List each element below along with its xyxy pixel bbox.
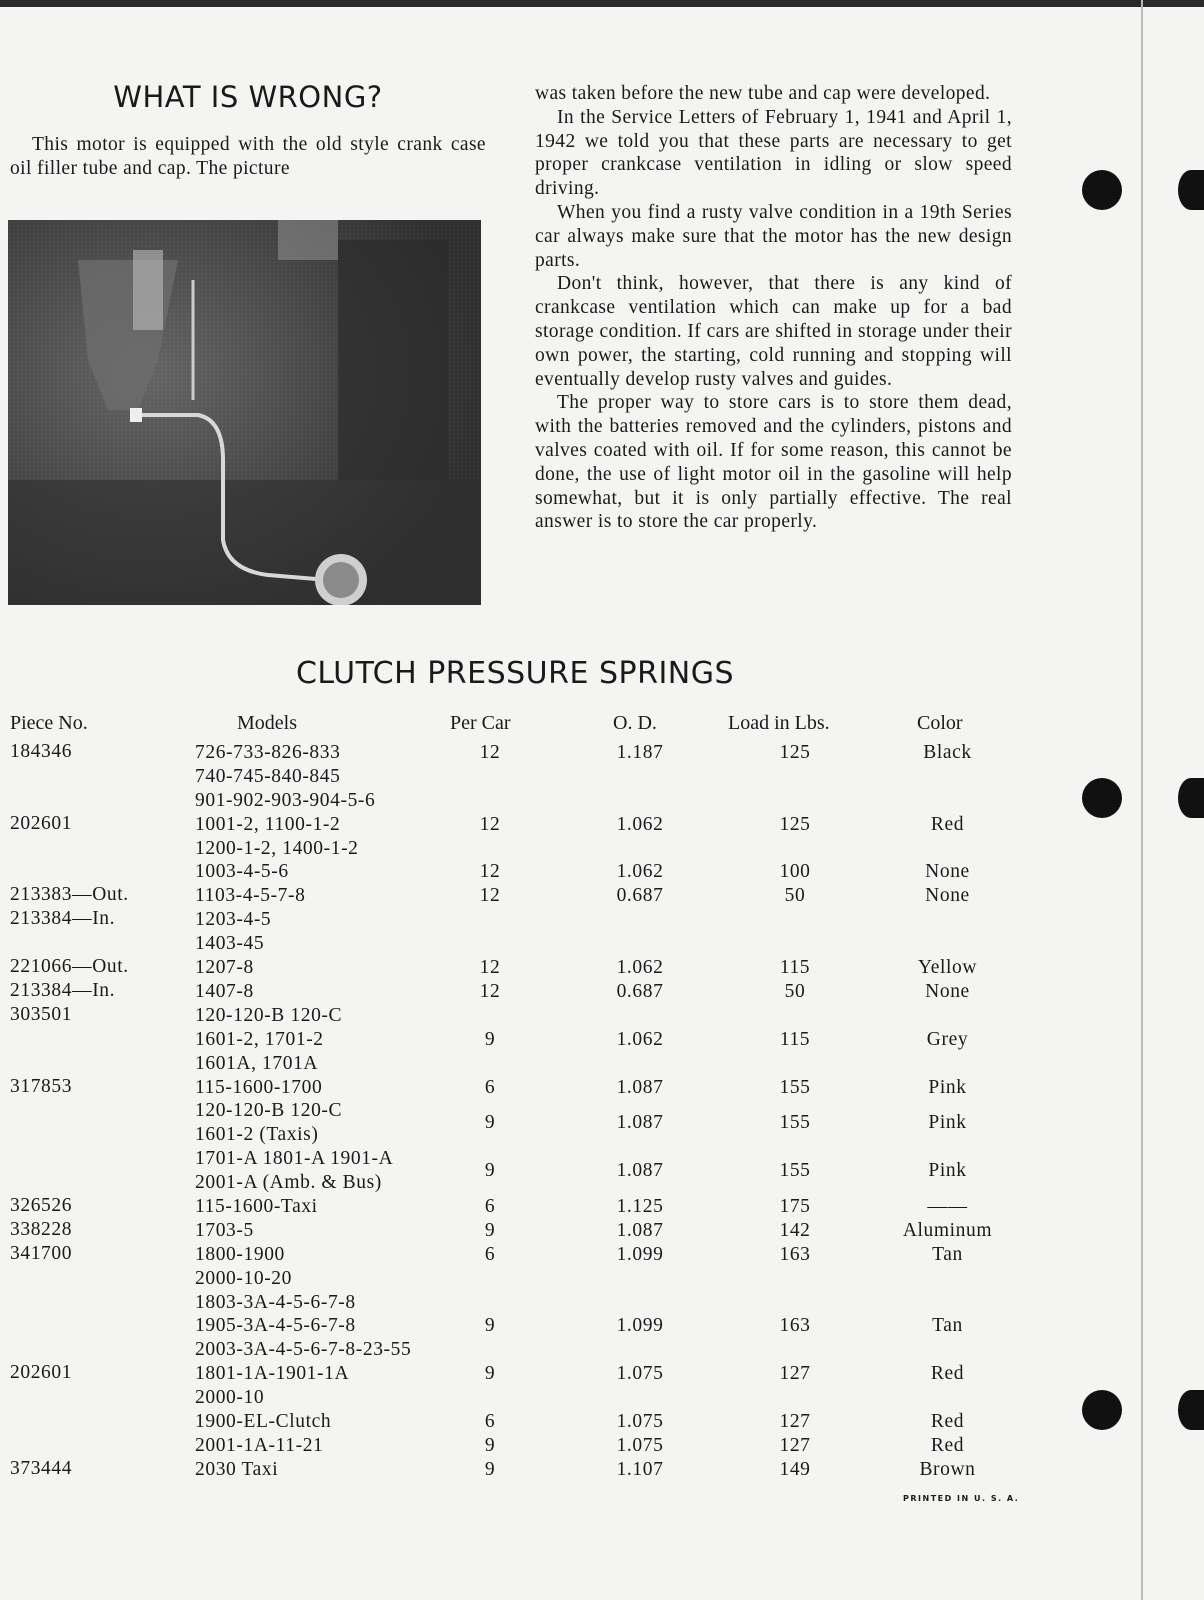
model-line: 115-1600-Taxi <box>195 1196 318 1217</box>
model-line: 1905-3A-4-5-6-7-8 <box>195 1315 356 1337</box>
model-line: 2003-3A-4-5-6-7-8-23-55 <box>195 1339 412 1361</box>
per-car: 6 <box>484 1076 496 1098</box>
outer-diameter: 1.087 <box>616 1076 664 1098</box>
spring-color: Red <box>930 1363 965 1385</box>
model-line: 2001-A (Amb. & Bus) <box>195 1172 382 1194</box>
per-car: 9 <box>484 1160 496 1182</box>
load-lbs: 127 <box>779 1363 811 1385</box>
model-line: 2001-1A-11-21 <box>195 1434 324 1456</box>
header-color: Color <box>917 712 963 734</box>
outer-diameter: 1.099 <box>616 1243 664 1265</box>
load-lbs: 115 <box>779 957 811 979</box>
printed-in-usa: PRINTED IN U. S. A. <box>903 1494 1020 1503</box>
header-per-car: Per Car <box>450 712 511 734</box>
models-cell <box>195 908 271 932</box>
per-car: 6 <box>484 1411 496 1433</box>
row-values <box>0 980 1040 1004</box>
per-car: 6 <box>484 1243 496 1265</box>
spring-color: —— <box>927 1196 968 1217</box>
table-row <box>0 1243 1040 1291</box>
piece-no: 338228 <box>10 1218 73 1240</box>
table-row <box>0 1362 1040 1410</box>
article-paragraph: The proper way to store cars is to store them dead, with the batteries removed and the cylinders, pistons and valves coated with oil. If for some reason, this cannot be done, the use of light motor oil in the gasoline will help somewhat, but it is only partially effective. The real answer is to store the car properly. <box>535 392 1012 533</box>
load-lbs: 50 <box>784 980 806 1002</box>
model-line: 1403-45 <box>195 933 265 955</box>
model-line: 726-733-826-833 <box>195 742 341 763</box>
row-values <box>0 1410 1040 1434</box>
article-title: WHAT IS WRONG? <box>113 80 383 114</box>
row-values <box>0 1028 1040 1052</box>
springs-table <box>0 741 1040 1482</box>
piece-no: 213384—In. <box>10 908 116 930</box>
page-top-edge <box>0 0 1204 7</box>
model-line: 1601-2 (Taxis) <box>195 1124 319 1146</box>
row-values <box>0 1362 1040 1386</box>
table-row <box>0 1076 1040 1100</box>
outer-diameter: 1.075 <box>616 1363 664 1385</box>
outer-diameter: 1.107 <box>616 1458 664 1480</box>
spring-color: Brown <box>919 1458 976 1480</box>
model-line: 120-120-B 120-C <box>195 1100 343 1122</box>
outer-diameter: 0.687 <box>616 980 664 1002</box>
spring-color: Pink <box>928 1076 967 1098</box>
row-values <box>0 884 1040 908</box>
per-car: 12 <box>479 861 501 883</box>
model-line: 1003-4-5-6 <box>195 861 289 883</box>
punch-hole <box>1082 1390 1122 1430</box>
row-values <box>0 1314 1040 1338</box>
header-load: Load in Lbs. <box>728 712 830 734</box>
per-car: 9 <box>484 1315 496 1337</box>
load-lbs: 155 <box>779 1160 811 1182</box>
per-car: 6 <box>484 1196 496 1217</box>
model-line: 1207-8 <box>195 957 254 979</box>
table-row <box>0 1458 1040 1482</box>
outer-diameter: 1.062 <box>616 861 664 883</box>
article-paragraph: This motor is equipped with the old style crank case oil filler tube and cap. The picture <box>10 134 486 179</box>
model-line: 1203-4-5 <box>195 909 272 931</box>
piece-no: 373444 <box>10 1457 73 1479</box>
row-values <box>0 1159 1040 1183</box>
row-values <box>0 860 1040 884</box>
outer-diameter: 1.187 <box>616 742 664 763</box>
table-row <box>0 1195 1040 1219</box>
outer-diameter: 1.125 <box>616 1196 664 1217</box>
table-row <box>0 932 1040 956</box>
load-lbs: 127 <box>779 1434 811 1456</box>
piece-no: 184346 <box>10 741 73 762</box>
model-line: 1407-8 <box>195 980 254 1002</box>
per-car: 12 <box>479 813 501 835</box>
load-lbs: 155 <box>779 1076 811 1098</box>
model-line: 2000-10-20 <box>195 1267 292 1289</box>
per-car: 12 <box>479 980 501 1002</box>
row-values <box>0 956 1040 980</box>
punch-hole <box>1178 1390 1204 1430</box>
row-values <box>0 1219 1040 1243</box>
load-lbs: 163 <box>779 1243 811 1265</box>
article-paragraph: Don't think, however, that there is any kind of crankcase ventilation which can make up for a bad storage condition. If cars are shifted in storage under their own power, the starting, cold running and stopping will eventually develop rusty valves and guides. <box>535 273 1012 390</box>
spring-color: Black <box>923 742 972 763</box>
header-models: Models <box>237 712 297 734</box>
spring-color: None <box>925 980 970 1002</box>
piece-no: 326526 <box>10 1195 73 1216</box>
model-line: 740-745-840-845 <box>195 765 341 787</box>
model-line: 901-902-903-904-5-6 <box>195 789 376 811</box>
outer-diameter: 1.062 <box>616 813 664 835</box>
per-car: 9 <box>484 1219 496 1241</box>
load-lbs: 142 <box>779 1219 811 1241</box>
models-cell <box>195 932 264 956</box>
spring-color: Grey <box>926 1028 969 1050</box>
piece-no: 303501 <box>10 1003 73 1025</box>
article-left-column <box>10 133 486 181</box>
load-lbs: 149 <box>779 1458 811 1480</box>
load-lbs: 50 <box>784 885 806 907</box>
load-lbs: 163 <box>779 1315 811 1337</box>
outer-diameter: 1.087 <box>616 1160 664 1182</box>
spring-color: Pink <box>928 1112 967 1134</box>
spring-color: None <box>925 885 970 907</box>
punch-hole <box>1178 778 1204 818</box>
outer-diameter: 1.075 <box>616 1434 664 1456</box>
header-piece-no: Piece No. <box>10 712 88 734</box>
table-row <box>0 741 1040 813</box>
table-row <box>0 956 1040 980</box>
per-car: 9 <box>484 1028 496 1050</box>
row-values <box>0 741 1040 765</box>
outer-diameter: 1.087 <box>616 1112 664 1134</box>
model-line: 1803-3A-4-5-6-7-8 <box>195 1291 356 1313</box>
table-row <box>0 860 1040 884</box>
table-row <box>0 813 1040 861</box>
per-car: 12 <box>479 957 501 979</box>
model-line: 1001-2, 1100-1-2 <box>195 813 341 835</box>
model-line: 1601A, 1701A <box>195 1052 319 1074</box>
table-row <box>0 884 1040 908</box>
row-values <box>0 1434 1040 1458</box>
spring-color: Red <box>930 813 965 835</box>
model-line: 1701-A 1801-A 1901-A <box>195 1148 394 1170</box>
spring-color: Tan <box>932 1243 963 1265</box>
table-row <box>0 1147 1040 1195</box>
model-line: 1103-4-5-7-8 <box>195 885 306 907</box>
load-lbs: 125 <box>779 742 811 763</box>
punch-hole <box>1082 170 1122 210</box>
model-line: 120-120-B 120-C <box>195 1004 343 1026</box>
row-values <box>0 1458 1040 1482</box>
per-car: 12 <box>479 885 501 907</box>
table-row <box>0 908 1040 932</box>
spring-color: Red <box>930 1411 965 1433</box>
piece-no: 202601 <box>10 812 73 834</box>
article-paragraph: was taken before the new tube and cap were developed. <box>535 83 991 104</box>
header-od: O. D. <box>613 712 657 734</box>
load-lbs: 115 <box>779 1028 811 1050</box>
engine-photo <box>8 220 481 605</box>
punch-hole <box>1178 170 1204 210</box>
per-car: 12 <box>479 742 501 763</box>
outer-diameter: 1.087 <box>616 1219 664 1241</box>
spring-color: Pink <box>928 1160 967 1182</box>
load-lbs: 175 <box>779 1196 811 1217</box>
spring-color: Aluminum <box>902 1219 993 1241</box>
piece-no: 317853 <box>10 1075 73 1097</box>
piece-no: 341700 <box>10 1242 73 1264</box>
spring-color: Red <box>930 1434 965 1456</box>
load-lbs: 127 <box>779 1411 811 1433</box>
row-values <box>0 1076 1040 1100</box>
model-line: 1800-1900 <box>195 1243 285 1265</box>
outer-diameter: 0.687 <box>616 885 664 907</box>
model-line: 1601-2, 1701-2 <box>195 1028 324 1050</box>
table-row <box>0 1099 1040 1147</box>
table-row <box>0 1410 1040 1434</box>
table-row <box>0 1434 1040 1458</box>
page-fold-line <box>1141 0 1143 1600</box>
piece-no: 202601 <box>10 1362 73 1384</box>
outer-diameter: 1.075 <box>616 1411 664 1433</box>
model-line: 115-1600-1700 <box>195 1076 323 1098</box>
article-paragraph: In the Service Letters of February 1, 1941 and April 1, 1942 we told you that these parts are necessary to get proper crankcase ventilation in idling or slow speed driving. <box>535 106 1012 200</box>
piece-no: 213384—In. <box>10 979 116 1001</box>
load-lbs: 100 <box>779 861 811 883</box>
per-car: 9 <box>484 1434 496 1456</box>
table-row <box>0 1219 1040 1243</box>
row-values <box>0 1195 1040 1219</box>
table-row <box>0 1004 1040 1076</box>
per-car: 9 <box>484 1363 496 1385</box>
piece-no: 213383—Out. <box>10 884 129 906</box>
outer-diameter: 1.062 <box>616 1028 664 1050</box>
table-title: CLUTCH PRESSURE SPRINGS <box>295 656 735 691</box>
punch-hole <box>1082 778 1122 818</box>
article-right-column <box>535 82 1012 534</box>
table-row <box>0 1291 1040 1363</box>
row-values <box>0 1243 1040 1267</box>
outer-diameter: 1.062 <box>616 957 664 979</box>
model-line: 1801-1A-1901-1A <box>195 1363 350 1385</box>
row-values <box>0 813 1040 837</box>
piece-no: 221066—Out. <box>10 956 129 978</box>
per-car: 9 <box>484 1112 496 1134</box>
spring-color: Tan <box>932 1315 963 1337</box>
load-lbs: 155 <box>779 1112 811 1134</box>
per-car: 9 <box>484 1458 496 1480</box>
article-paragraph: When you find a rusty valve condition in a 19th Series car always make sure that the motor has the new design parts. <box>535 201 1012 271</box>
model-line: 1703-5 <box>195 1219 254 1241</box>
row-values <box>0 1111 1040 1135</box>
model-line: 1200-1-2, 1400-1-2 <box>195 837 359 859</box>
spring-color: Yellow <box>917 957 978 979</box>
table-row <box>0 980 1040 1004</box>
spring-color: None <box>925 861 970 883</box>
outer-diameter: 1.099 <box>616 1315 664 1337</box>
load-lbs: 125 <box>779 813 811 835</box>
engine-photo-illustration <box>8 220 481 605</box>
model-line: 2030 Taxi <box>195 1458 279 1480</box>
model-line: 2000-10 <box>195 1387 265 1409</box>
model-line: 1900-EL-Clutch <box>195 1411 332 1433</box>
